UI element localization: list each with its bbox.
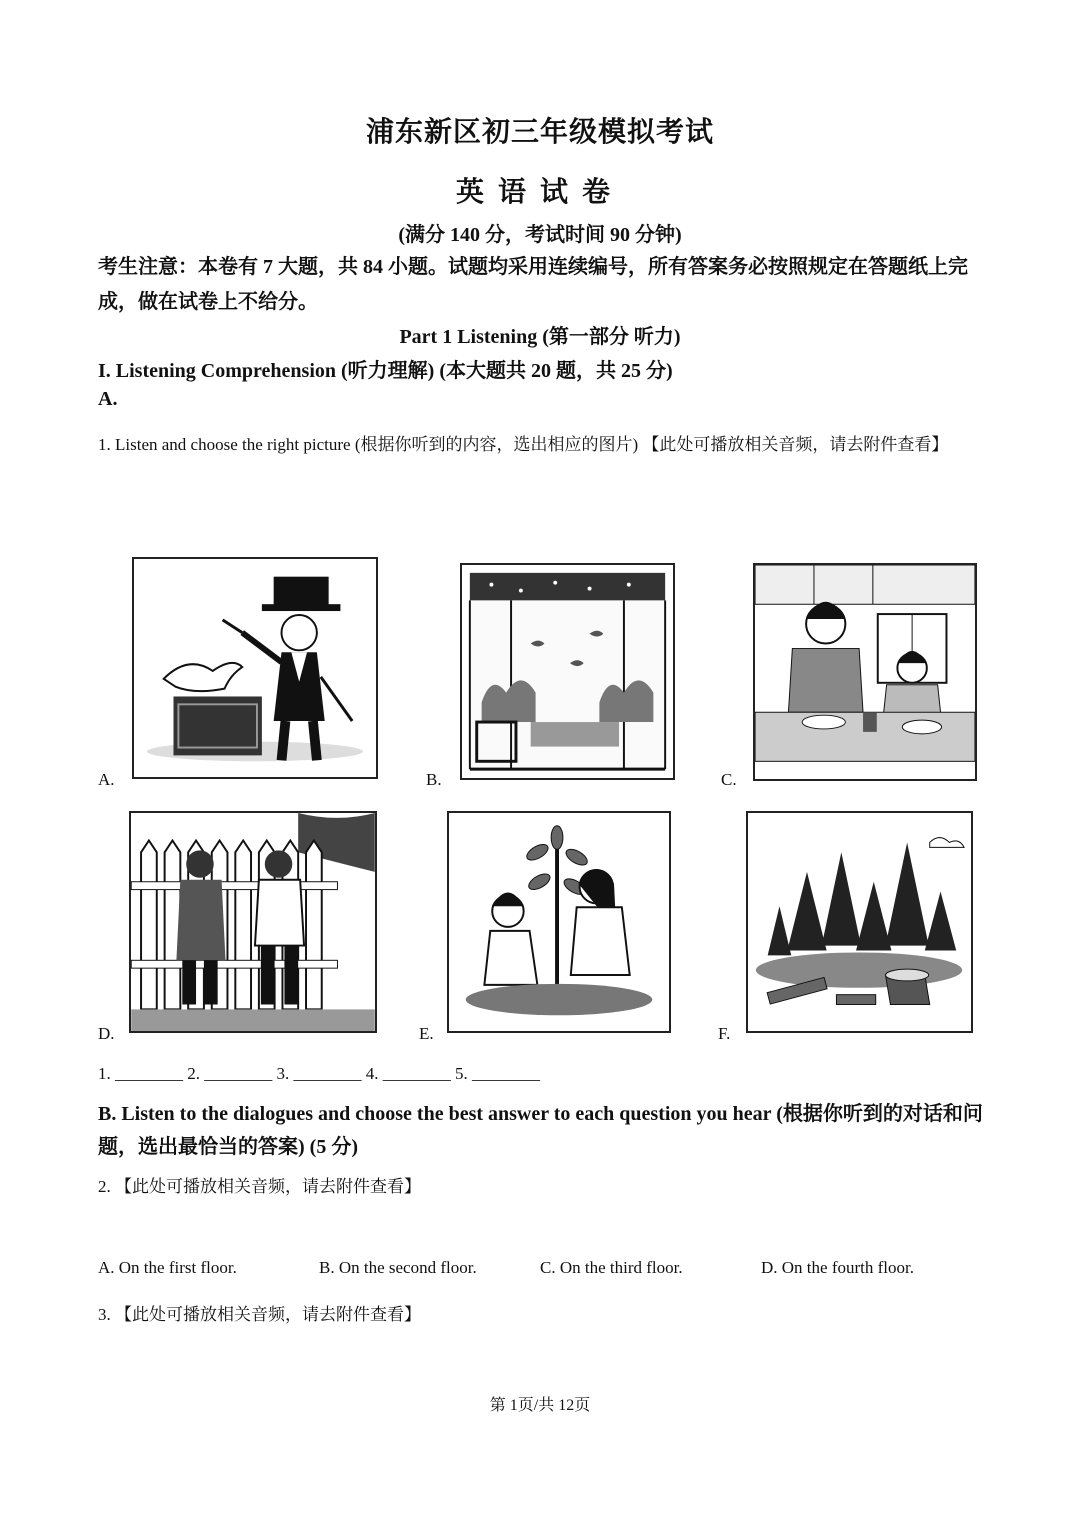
- question-2-instruction: 2. 【此处可播放相关音频，请去附件查看】: [98, 1177, 421, 1196]
- option-b: B. On the second floor.: [319, 1258, 477, 1277]
- picture-label: E.: [419, 1024, 434, 1043]
- forest-tree-stumps-icon: [746, 811, 973, 1033]
- page-footer: 第 1页/共 12页: [489, 1397, 591, 1414]
- exam-notice: 考生注意：本卷有 7 大题，共 84 小题。试题均采用连续编号，所有答案务必按照规定在答题纸上完成，做在试卷上不给分。: [98, 256, 968, 313]
- option-a: A. On the first floor.: [98, 1258, 237, 1277]
- score-info: (满分 140 分，考试时间 90 分钟): [398, 224, 682, 246]
- exam-title: 浦东新区初三年级模拟考试: [365, 117, 714, 148]
- picture-label: D.: [98, 1024, 115, 1043]
- magician-dove-icon: [132, 557, 378, 779]
- paper-subtitle: 英语试卷: [455, 177, 624, 208]
- picture-label: F.: [718, 1024, 731, 1043]
- question-1-instruction: 1. Listen and choose the right picture (根据你听到的内容，选出相应的图片) 【此处可播放相关音频，请去附件查看】: [98, 435, 949, 454]
- aquarium-room-icon: [460, 563, 675, 780]
- boys-painting-fence-icon: [129, 811, 377, 1033]
- option-c: C. On the third floor.: [540, 1258, 683, 1277]
- question-3-instruction: 3. 【此处可播放相关音频，请去附件查看】: [98, 1305, 421, 1324]
- subsection-b-heading: B. Listen to the dialogues and choose the best answer to each question you hear (根据你听到的对话和问题，选出最恰当的答案) (5 分): [98, 1103, 983, 1158]
- part-title: Part 1 Listening (第一部分 听力): [399, 326, 681, 348]
- mother-child-cooking-icon: [753, 563, 977, 781]
- answer-blanks: 1. ________ 2. ________ 3. ________ 4. ________ 5. ________: [98, 1064, 540, 1083]
- picture-label: C.: [721, 770, 737, 789]
- option-d: D. On the fourth floor.: [761, 1258, 914, 1277]
- subsection-a-heading: A.: [98, 388, 118, 410]
- section-heading: I. Listening Comprehension (听力理解) (本大题共 20 题，共 25 分): [98, 360, 673, 382]
- picture-label: A.: [98, 770, 115, 789]
- girls-planting-tree-icon: [447, 811, 671, 1033]
- picture-label: B.: [426, 770, 442, 789]
